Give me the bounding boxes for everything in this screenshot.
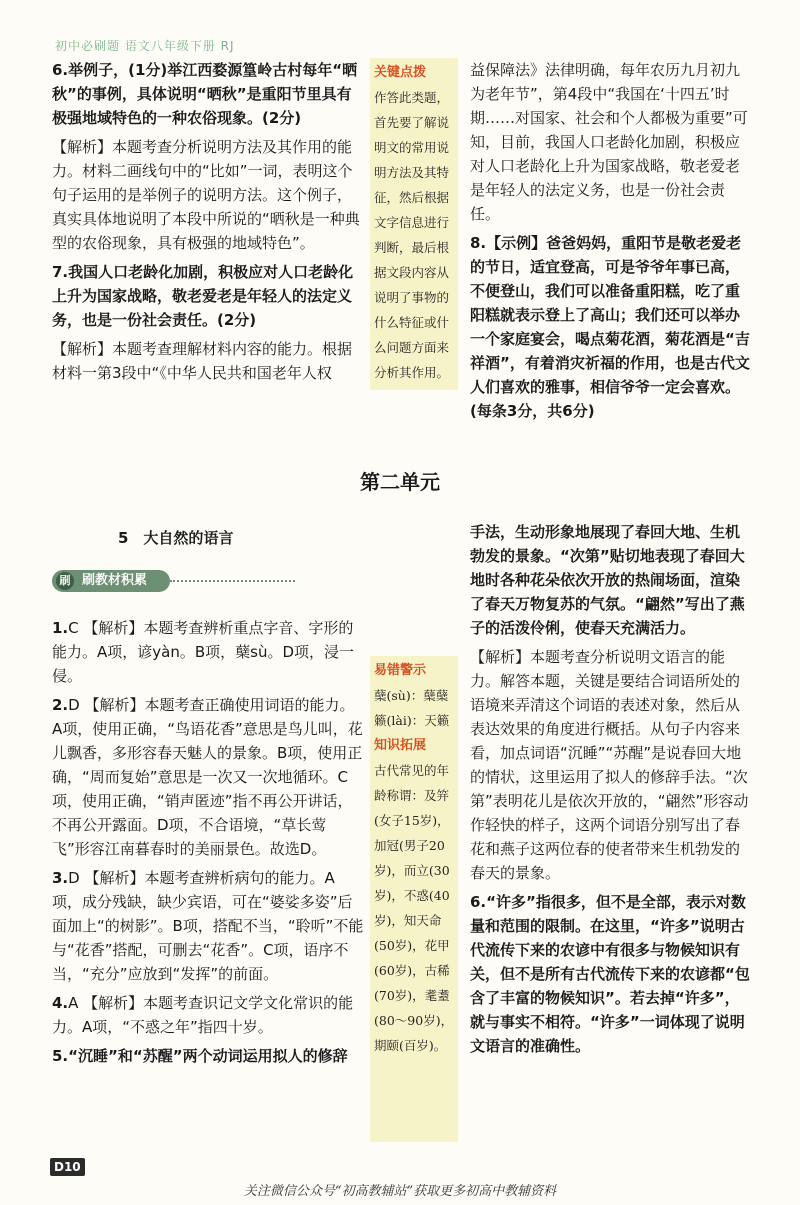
- analysis-7-continued: 益保障法》法律明确，每年农历九月初九为老年节”，第4段中“我国在‘十四五’时期……对国家、社会和个人都极为重要”可知，目前，我国人口老龄化加剧，积极应对人口老龄化上升为国家战略，敬老爱老是年轻人的法定义务，也是一份社会责任。: [470, 61, 748, 223]
- sidebar-text: 作答此类题，首先要了解说明文的常用说明方法及其特征，然后根据文字信息进行判断，最后根据文段内容从说明了事物的什么特征或什么问题方面来分析其作用。: [374, 90, 450, 380]
- answer-6: [52, 58, 364, 130]
- item-text: 【示例】爸爸妈妈，重阳节是敬老爱老的节日，适宜登高，可是爷爷年事已高，不便登山，我们可以准备重阳糕，吃了重阳糕就表示登上了高山；我们还可以举办一个家庭宴会，喝点菊花酒，菊花酒是“吉祥酒”，有着消灾祈福的作用，也是古代文人们喜欢的雅事，相信爷爷一定会喜欢。(每条3分，共6分): [470, 234, 750, 420]
- item-text: “沉睡”和“苏醒”两个动词运用拟人的修辞: [68, 1047, 348, 1065]
- brush-icon: 刷: [56, 572, 74, 590]
- footer-note: 关注微信公众号“初高教辅站”获取更多初高中教辅资料: [243, 1184, 557, 1199]
- item-number: 3.: [52, 869, 69, 887]
- answer-5-continued: [470, 520, 754, 640]
- item-text: A 【解析】本题考查识记文学文化常识的能力。A项，“不惑之年”指四十岁。: [52, 994, 354, 1036]
- item-number: 6.: [52, 61, 69, 79]
- sidebar-text-knowledge: 古代常见的年龄称谓：及笄(女子15岁)，加冠(男子20岁)，而立(30岁)，不惑(40岁)，知天命(50岁)，花甲(60岁)，古稀(70岁)，耄耋(80～90岁)，期颐(百岁)。: [374, 763, 454, 1053]
- item-number: 2.: [52, 696, 69, 714]
- answer-4: [52, 991, 364, 1039]
- analysis-5: 【解析】本题考查分析说明文语言的能力。解答本题，关键是要结合词语所处的语境来弄清这个词语的表述对象，然后从表达效果的角度进行概括。从句子内容来看，加点词语“沉睡”“苏醒”是说春回大地的情状，这里运用了拟人的修辞手法。“次第”表明花儿是依次开放的，“翩然”形容动作轻快的样子，这两个词语分别写出了春花和燕子这两位春的使者带来生机勃发的春天的景象。: [470, 648, 749, 882]
- item-text: 举例子，(1分)举江西婺源篁岭古村每年“晒秋”的事例，具体说明“晒秋”是重阳节里具有极强地域特色的一种农俗现象。(2分): [52, 61, 358, 127]
- item-number: 6.: [470, 893, 487, 911]
- answer-1: [52, 616, 364, 688]
- item-number: 8.: [470, 234, 487, 252]
- item-number: 5.: [52, 1047, 69, 1065]
- key-tip-sidebar: [370, 58, 458, 390]
- answer-5: [52, 1044, 364, 1068]
- item-text: “许多”指很多，但不是全部，表示对数量和范围的限制。在这里，“许多”说明古代流传下来的农谚中有很多与物候知识有关，但不是所有古代流传下来的农谚都“包含了丰富的物候知识”。若去掉“许多”，就与事实不相符。“许多”一词体现了说明文语言的准确性。: [470, 893, 750, 1055]
- bottom-right-column: [470, 520, 754, 1063]
- sidebar-title-knowledge: 知识拓展: [374, 738, 427, 753]
- lesson-title: 5 大自然的语言: [118, 529, 234, 547]
- item-text: 我国人口老龄化加剧，积极应对人口老龄化上升为国家战略，敬老爱老是年轻人的法定义务，也是一份社会责任。(2分): [52, 263, 354, 329]
- top-right-column: [470, 58, 754, 428]
- analysis-6: 【解析】本题考查分析说明方法及其作用的能力。材料二画线句中的“比如”一词，表明这个句子运用的是举例子的说明方法。这个例子，真实具体地说明了本段中所说的“晒秋是一种典型的农俗现象，具有极强的地域特色”。: [52, 138, 360, 252]
- answer-6-unit2: [470, 890, 754, 1058]
- sidebar-title: 关键点拨: [374, 65, 427, 80]
- running-header: 初中必刷题 语文八年级下册 RJ: [55, 39, 235, 53]
- sidebar-title-warning: 易错警示: [374, 663, 427, 678]
- sidebar-text-warning: 蘖(sù)：蘖蘖 籁(lài)：天籁: [374, 688, 450, 728]
- section-banner: [52, 570, 170, 592]
- item-text: 手法，生动形象地展现了春回大地、生机勃发的景象。“次第”贴切地表现了春回大地时各种花朵依次开放的热闹场面，渲染了春天万物复苏的气氛。“翩然”写出了燕子的活泼伶俐，使春天充满活力。: [470, 523, 745, 637]
- banner-label: 刷教材积累: [82, 573, 148, 588]
- tips-sidebar: [370, 656, 458, 1142]
- banner-divider: [170, 580, 295, 582]
- item-text: C 【解析】本题考查辨析重点字音、字形的能力。A项，谚yàn。B项，蘖sù。D项，浸一侵。: [52, 619, 355, 685]
- unit-title: 第二单元: [360, 470, 440, 494]
- item-number: 4.: [52, 994, 69, 1012]
- item-number: 7.: [52, 263, 69, 281]
- item-text: D 【解析】本题考查辨析病句的能力。A项，成分残缺，缺少宾语，可在“婆娑多姿”后面加上“的树影”。B项，搭配不当，“聆听”不能与“花香”搭配，可删去“花香”。C项，语序不当，“充分”应放到“发挥”的前面。: [52, 869, 364, 983]
- analysis-7: 【解析】本题考查理解材料内容的能力。根据材料一第3段中“《中华人民共和国老年人权: [52, 340, 353, 382]
- answer-3: [52, 866, 364, 986]
- answer-2: [52, 693, 364, 861]
- bottom-left-column: [52, 616, 364, 1073]
- item-number: 1.: [52, 619, 69, 637]
- answer-8: [470, 231, 754, 423]
- top-left-column: [52, 58, 364, 390]
- answer-7: [52, 260, 364, 332]
- page-number: D10: [50, 1158, 85, 1176]
- item-text: D 【解析】本题考查正确使用词语的能力。A项，使用正确，“鸟语花香”意思是鸟儿叫，花儿飘香，多形容春天魅人的景象。B项，使用正确，“周而复始”意思是一次又一次地循环。C项，使用正确，“销声匿迹”指不再公开讲话，不再公开露面。D项，不合语境，“草长莺飞”形容江南暮春时的美丽景色。故选D。: [52, 696, 363, 858]
